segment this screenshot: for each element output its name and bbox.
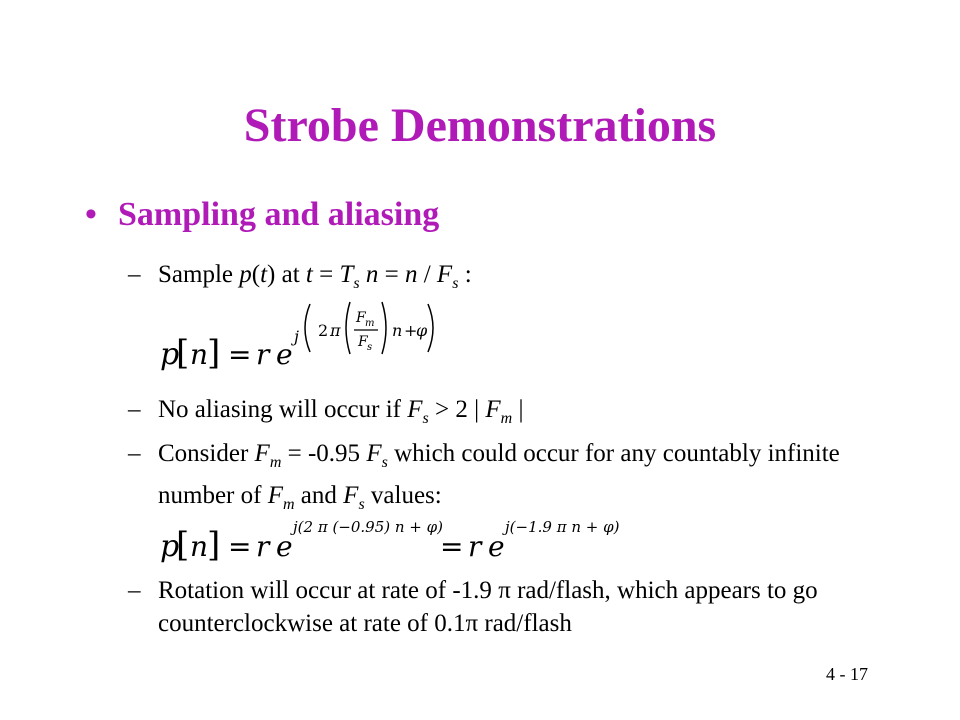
eq2-exponent-2: j(−1.9 π n + φ) xyxy=(505,518,620,536)
dash-marker: – xyxy=(128,396,141,423)
sub-item-consider xyxy=(128,437,878,521)
eq1-rbracket: ] xyxy=(207,333,221,373)
eq1-inner-lparen xyxy=(346,302,350,354)
sub-item-text: Consider $F_m = -0.95$ $F_s$ which could occur for any countably infinite number of $F_m$ and $F_s$ values: xyxy=(158,440,840,513)
eq2-e-2: e xyxy=(488,530,505,563)
eq1-equals: = xyxy=(228,338,252,371)
dash-marker: – xyxy=(128,577,141,604)
dash-marker: – xyxy=(128,261,141,288)
eq2-equals-2: = xyxy=(440,530,464,563)
eq1-n: n xyxy=(190,338,209,371)
bullet-sampling-aliasing xyxy=(85,196,439,234)
equation-1-graphic xyxy=(160,298,450,380)
sub-item-text: No aliasing will occur if $F_s > 2$ | $F_m$ | xyxy=(158,396,524,427)
slide-title: Strobe Demonstrations xyxy=(243,99,717,152)
eq2-n: n xyxy=(190,530,209,563)
eq2-exponent-1: j(2 π (−0.95) n + φ) xyxy=(293,518,443,536)
bullet-marker: • xyxy=(85,196,97,233)
equation-2-graphic xyxy=(160,512,640,568)
eq2-p: p xyxy=(160,529,180,564)
eq1-phi: φ xyxy=(416,321,428,340)
eq1-two: 2 xyxy=(318,321,329,340)
equation-aliased xyxy=(160,512,640,573)
eq1-rparen xyxy=(428,304,433,352)
eq2-equals-1: = xyxy=(228,530,252,563)
eq1-e: e xyxy=(276,338,293,371)
sub-item-rotation xyxy=(128,574,878,640)
eq1-plus: + xyxy=(404,321,418,340)
sub-item-sample xyxy=(128,258,878,300)
eq1-inner-rparen xyxy=(382,302,386,354)
dash-marker: – xyxy=(128,440,141,467)
sub-item-no-aliasing xyxy=(128,393,878,435)
page-number: 4 - 17 xyxy=(826,664,868,684)
bullet-text: Sampling and aliasing xyxy=(118,196,440,233)
eq1-n2: n xyxy=(392,321,403,340)
sub-item-text: Sample p(t) at $t = T_s$ $n = n / F_s$ : xyxy=(158,261,472,292)
eq1-r: r xyxy=(256,338,270,371)
eq2-rbracket: ] xyxy=(207,525,221,565)
equation-p-of-n xyxy=(160,298,450,385)
eq1-j: j xyxy=(294,327,299,346)
eq1-s: s xyxy=(367,342,373,353)
eq2-r-1: r xyxy=(256,530,270,563)
eq1-Fs: F xyxy=(358,334,368,350)
eq1-lparen xyxy=(305,304,310,352)
eq1-p: p xyxy=(160,337,180,372)
sub-item-text: Rotation will occur at rate of -1.9 π rad/flash, which appears to go counterclockwise at rate of 0.1π rad/flash xyxy=(158,577,818,637)
eq2-lbracket: [ xyxy=(176,525,190,565)
eq2-e-1: e xyxy=(276,530,293,563)
eq1-pi: π xyxy=(330,321,341,340)
eq1-Fm: F xyxy=(356,310,366,326)
eq1-m: m xyxy=(365,318,375,329)
eq2-r-2: r xyxy=(468,530,482,563)
eq1-lbracket: [ xyxy=(176,333,190,373)
